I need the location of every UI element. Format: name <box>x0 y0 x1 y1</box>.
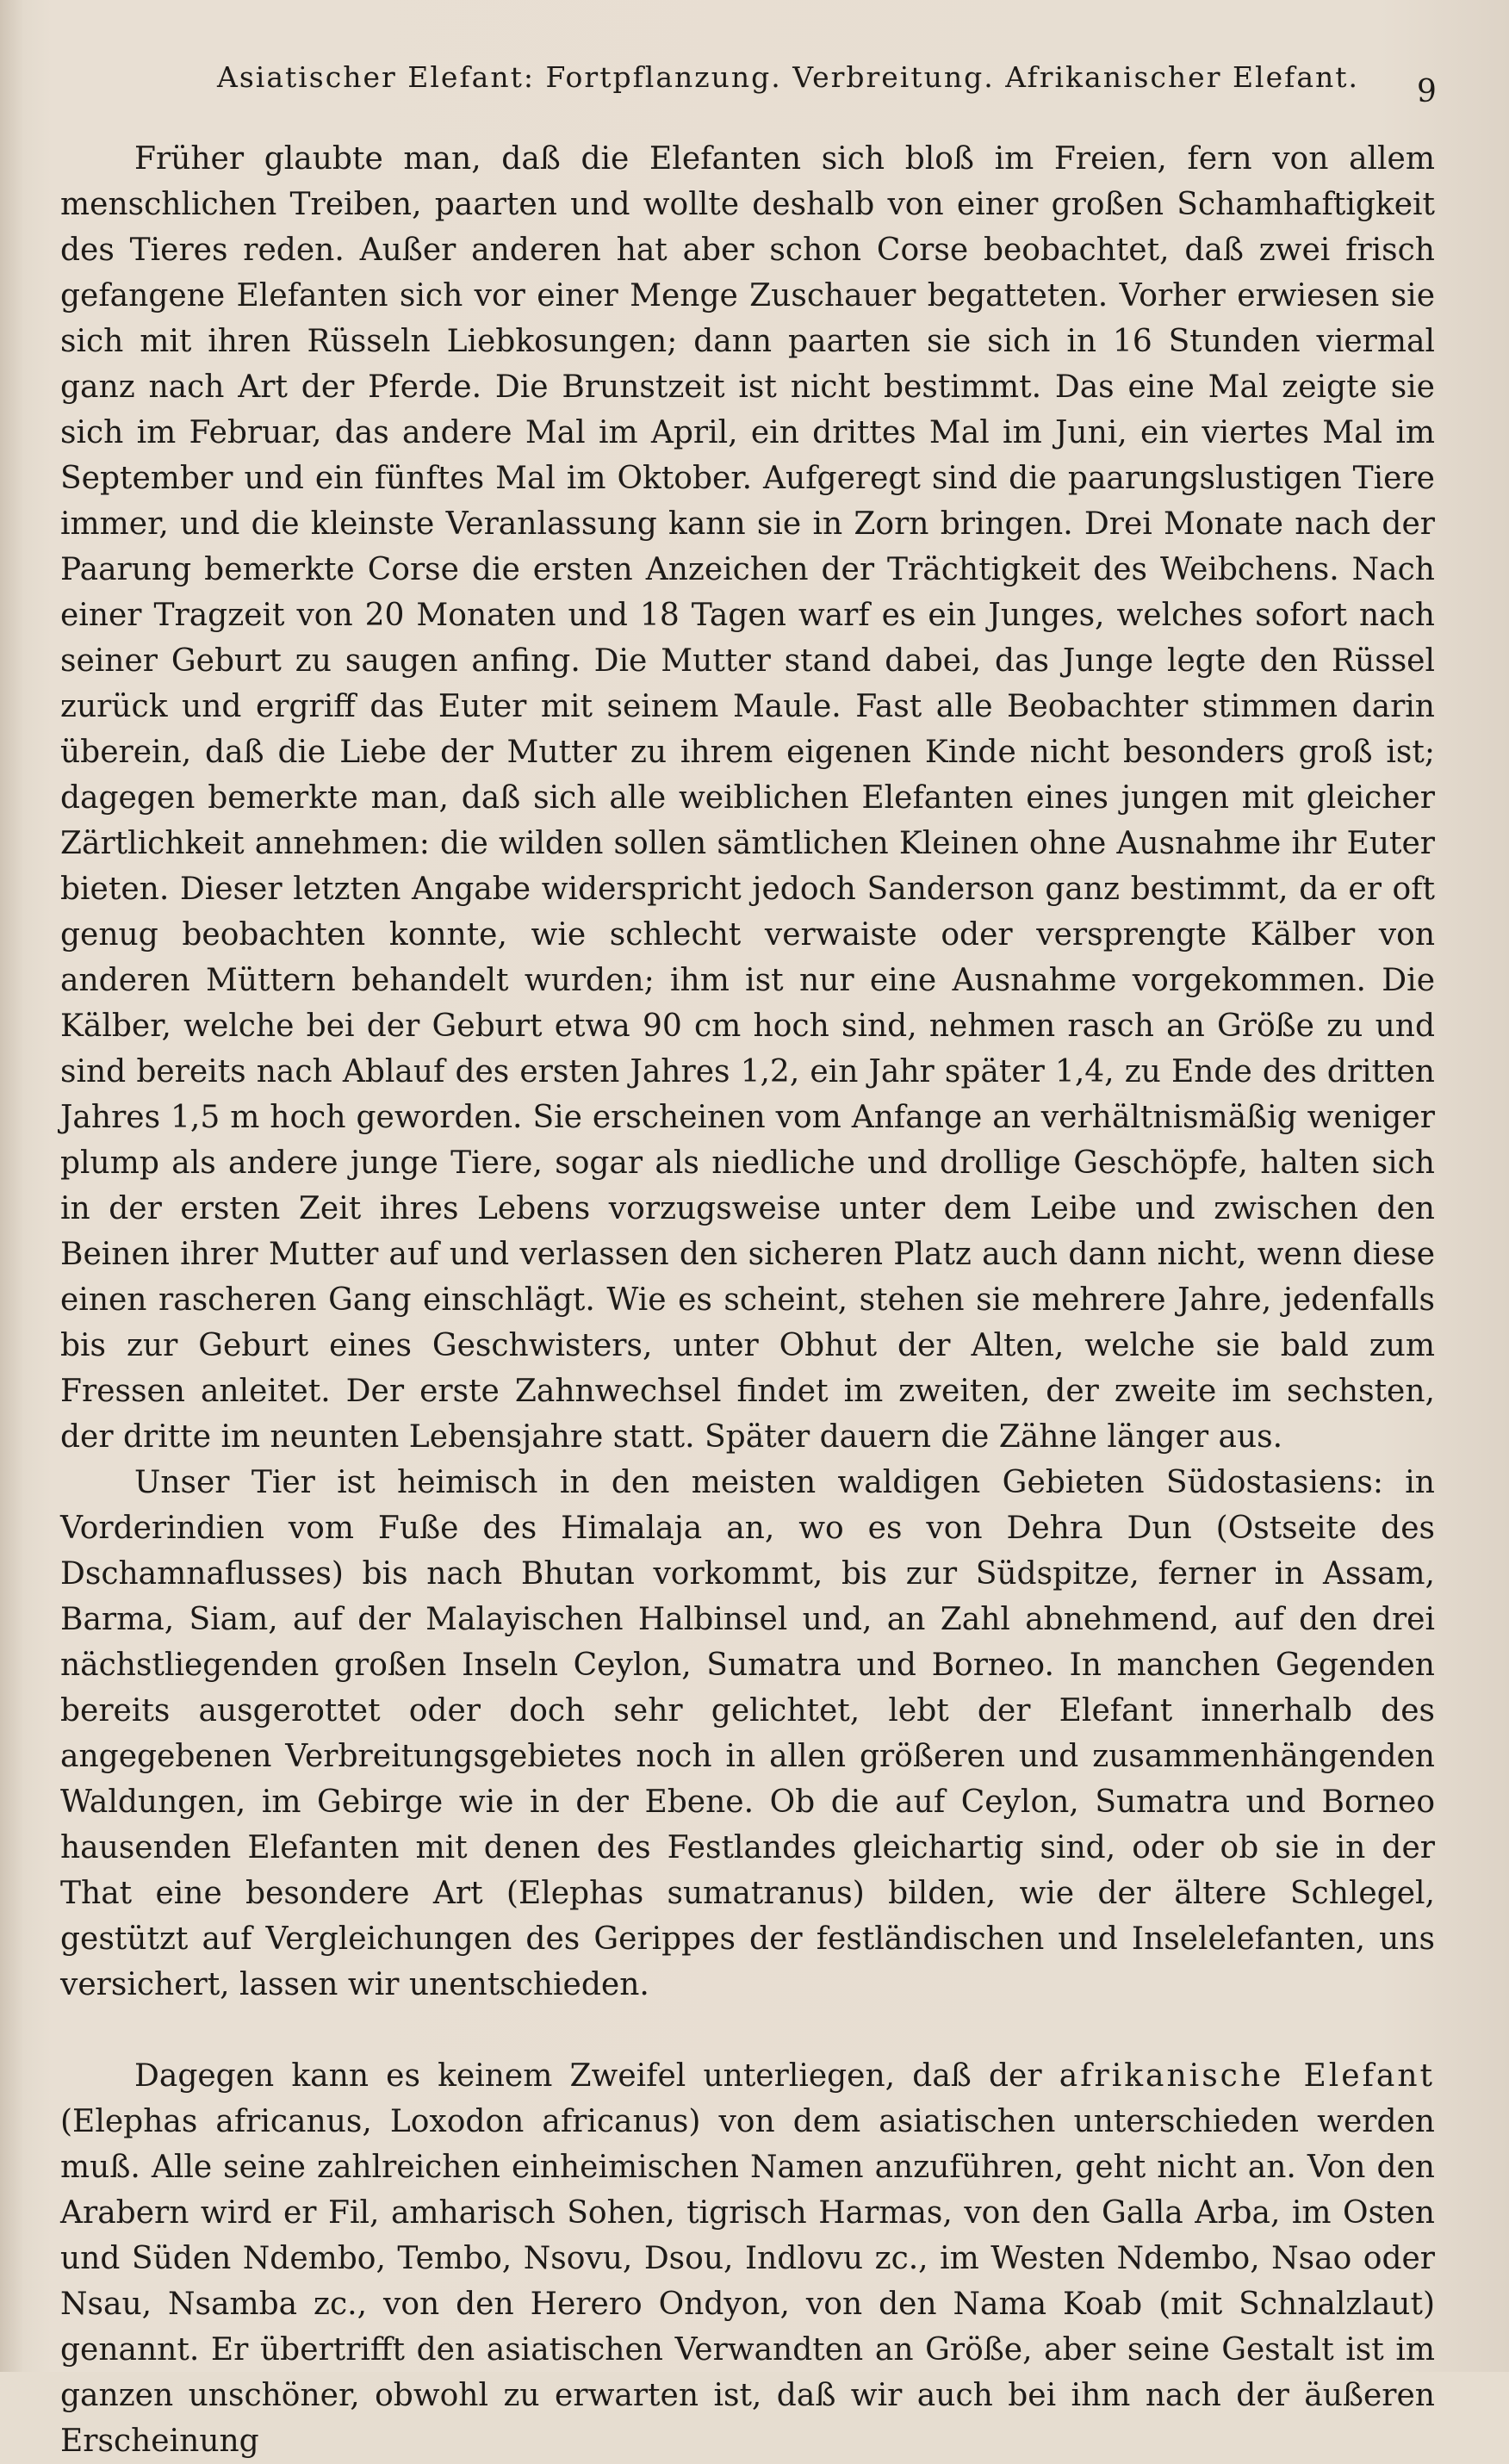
paragraph-lead: Dagegen kann es keinem Zweifel unterliegen, daß der <box>134 2058 1059 2094</box>
paragraph-african-elephant <box>60 2053 1435 2464</box>
species-term: afrikanische Elefant <box>1059 2058 1436 2094</box>
paragraph-reproduction: Früher glaubte man, daß die Elefanten sich bloß im Freien, fern von allem menschlichen Treiben, paarten und wollte deshalb von einer großen Schamhaftigkeit des Tieres reden. Außer anderen hat aber schon Corse beobachtet, daß zwei frisch gefangene Elefanten sich vor einer Menge Zuschauer begatteten. Vorher erwiesen sie sich mit ihren Rüsseln Liebkosungen; dann paarten sie sich in 16 Stunden viermal ganz nach Art der Pferde. Die Brunstzeit ist nicht bestimmt. Das eine Mal zeigte sie sich im Februar, das andere Mal im April, ein drittes Mal im Juni, ein viertes Mal im September und ein fünftes Mal im Oktober. Aufgeregt sind die paarungslustigen Tiere immer, und die kleinste Veranlassung kann sie in Zorn bringen. Drei Monate nach der Paarung bemerkte Corse die ersten Anzeichen der Trächtigkeit des Weibchens. Nach einer Tragzeit von 20 Monaten und 18 Tagen warf es ein Junges, welches sofort nach seiner Geburt zu saugen anfing. Die Mutter stand dabei, das Junge legte den Rüssel zurück und ergriff das Euter mit seinem Maule. Fast alle Beobachter stimmen darin überein, daß die Liebe der Mutter zu ihrem eigenen Kinde nicht besonders groß ist; dagegen bemerkte man, daß sich alle weiblichen Elefanten eines jungen mit gleicher Zärtlichkeit annehmen: die wilden sollen sämtlichen Kleinen ohne Ausnahme ihr Euter bieten. Dieser letzten Angabe widerspricht jedoch Sanderson ganz bestimmt, da er oft genug beobachten konnte, wie schlecht verwaiste oder versprengte Kälber von anderen Müttern behandelt wurden; ihm ist nur eine Ausnahme vorgekommen. Die Kälber, welche bei der Geburt etwa 90 cm hoch sind, nehmen rasch an Größe zu und sind bereits nach Ablauf des ersten Jahres 1,2, ein Jahr später 1,4, zu Ende des dritten Jahres 1,5 m hoch geworden. Sie erscheinen vom Anfange an verhältnismäßig weniger plump als andere junge Tiere, sogar als niedliche und drollige Geschöpfe, halten sich in der ersten Zeit ihres Lebens vorzugsweise unter dem Leibe und zwischen den Beinen ihrer Mutter auf und verlassen den sicheren Platz auch dann nicht, wenn diese einen rascheren Gang einschlägt. Wie es scheint, stehen sie mehrere Jahre, jedenfalls bis zur Geburt eines Geschwisters, unter Obhut der Alten, welche sie bald zum Fressen anleitet. Der erste Zahnwechsel findet im zweiten, der zweite im sechsten, der dritte im neunten Lebensjahre statt. Später dauern die Zähne länger aus. <box>60 141 1435 1455</box>
page-number: 9 <box>1417 74 1437 109</box>
paragraph-rest: (Elephas africanus, Loxodon africanus) von dem asiatischen unterschieden werden muß. Alle seine zahlreichen einheimischen Namen anzuführen, geht nicht an. Von den Arabern wird er Fil, amharisch Sohen, tigrisch Harmas, von den Galla Arba, im Osten und Süden Ndembo, Tembo, Nsovu, Dsou, Indlovu zc., im Westen Ndembo, Nsao oder Nsau, Nsamba zc., von den Herero Ondyon, von den Nama Koab (mit Schnalzlaut) genannt. Er übertrifft den asiatischen Verwandten an Größe, aber seine Gestalt ist im ganzen unschöner, obwohl zu erwarten ist, daß wir auch bei ihm nach der äußeren Erscheinung <box>60 2104 1435 2459</box>
paragraph-distribution: Unser Tier ist heimisch in den meisten waldigen Gebieten Südostasiens: in Vorderindien vom Fuße des Himalaja an, wo es von Dehra Dun (Ostseite des Dschamnaflusses) bis nach Bhutan vorkommt, bis zur Südspitze, ferner in Assam, Barma, Siam, auf der Malayischen Halbinsel und, an Zahl abnehmend, auf den drei nächstliegenden großen Inseln Ceylon, Sumatra und Borneo. In manchen Gegenden bereits ausgerottet oder doch sehr gelichtet, lebt der Elefant innerhalb des angegebenen Verbreitungsgebietes noch in allen größeren und zusammenhängenden Waldungen, im Gebirge wie in der Ebene. Ob die auf Ceylon, Sumatra und Borneo hausenden Elefanten mit denen des Festlandes gleichartig sind, oder ob sie in der That eine besondere Art (Elephas sumatranus) bilden, wie der ältere Schlegel, gestützt auf Vergleichungen des Gerippes der festländischen und Inselelefanten, uns versichert, lassen wir unentschieden. <box>60 1465 1435 2002</box>
running-title: Asiatischer Elefant: Fortpflanzung. Verbreitung. Afrikanischer Elefant. <box>217 60 1360 94</box>
body-text <box>60 136 1435 2464</box>
